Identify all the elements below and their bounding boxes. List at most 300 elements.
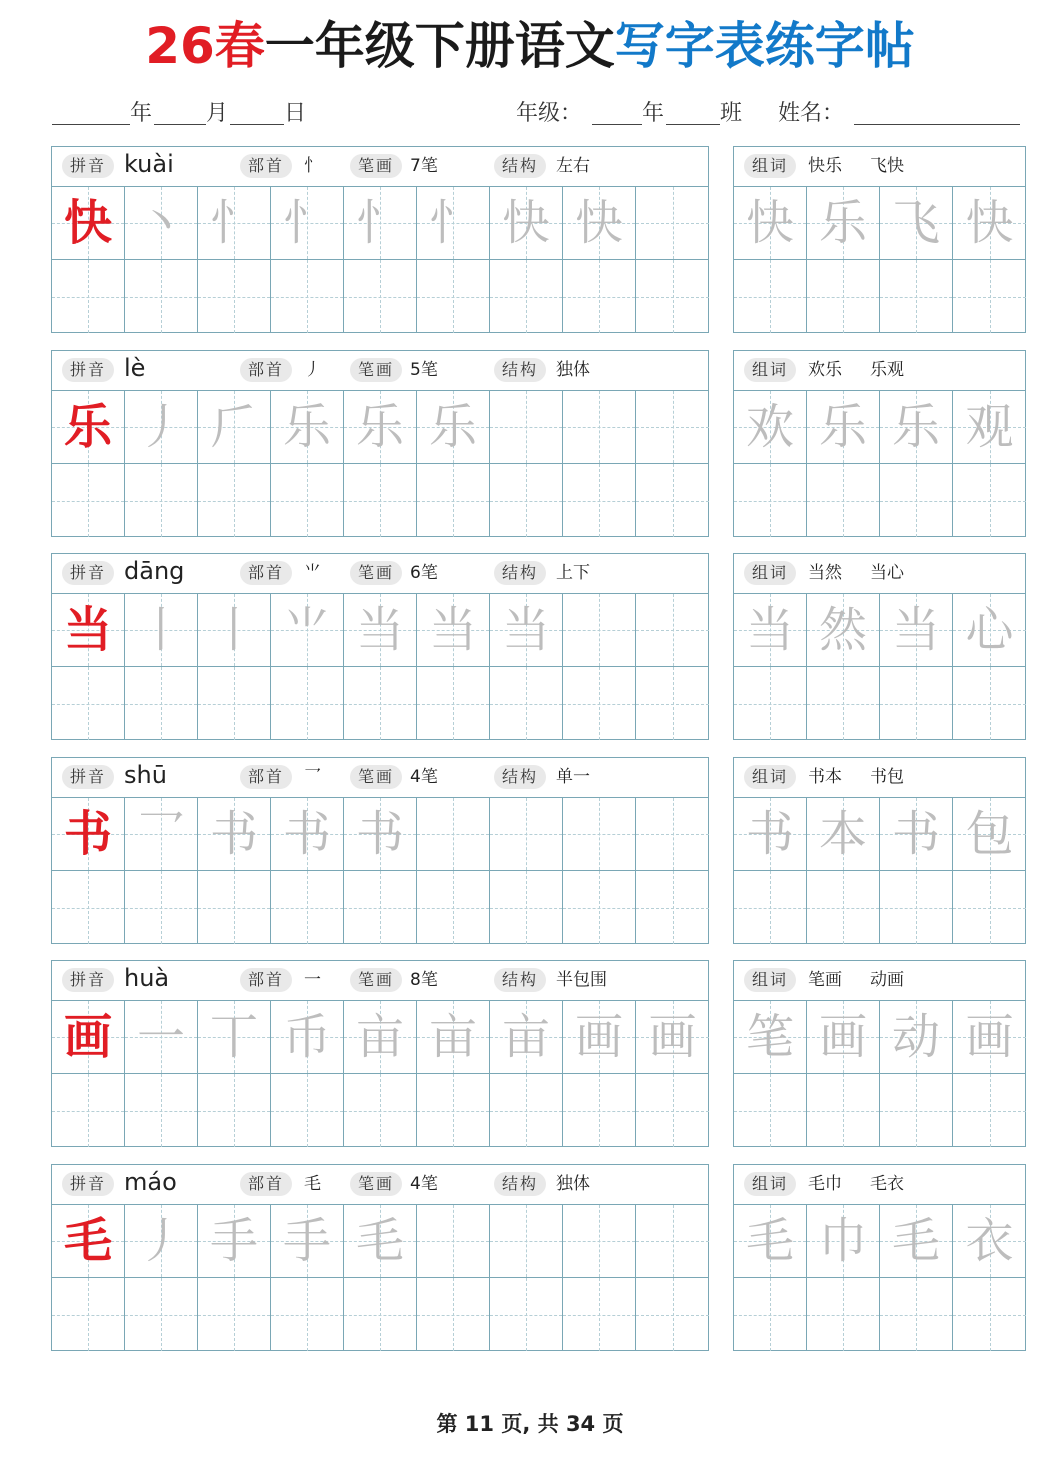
- guide-line-vertical: [453, 798, 454, 870]
- words-tag: 组词: [744, 561, 796, 585]
- grid-cell[interactable]: [52, 464, 125, 537]
- grid-cell[interactable]: [198, 1001, 271, 1074]
- word-trace-character: 衣: [965, 1213, 1014, 1269]
- panel-header: [734, 961, 1025, 1001]
- grid-cell[interactable]: [563, 391, 636, 464]
- grid-cell[interactable]: [198, 1205, 271, 1278]
- panel-header: [52, 1165, 708, 1205]
- grid-cell[interactable]: [563, 260, 636, 333]
- grid-cell[interactable]: [807, 1001, 880, 1074]
- guide-line-vertical: [234, 1278, 235, 1351]
- stroke-order-character: 丿: [136, 1213, 185, 1269]
- guide-line-vertical: [526, 464, 527, 537]
- grid-cell[interactable]: [271, 871, 344, 944]
- grid-cell[interactable]: [344, 187, 417, 260]
- word-2: 飞快: [870, 156, 904, 176]
- panel-header: [52, 554, 708, 594]
- grid-cell[interactable]: [490, 260, 563, 333]
- grid-cell[interactable]: [636, 187, 709, 260]
- pinyin-tag: 拼音: [62, 968, 114, 992]
- grid-cell[interactable]: [734, 391, 807, 464]
- model-character: 毛: [63, 1213, 112, 1269]
- grid-cell[interactable]: [52, 1001, 125, 1074]
- grid-cell[interactable]: [344, 798, 417, 871]
- grid-cell[interactable]: [807, 594, 880, 667]
- structure-tag: 结构: [494, 1172, 546, 1196]
- grid-cell[interactable]: [52, 667, 125, 740]
- grid-cell[interactable]: [734, 1001, 807, 1074]
- word-trace-character: 快: [745, 195, 794, 251]
- word-trace-character: 乐: [891, 399, 940, 455]
- guide-line-vertical: [161, 1074, 162, 1147]
- guide-line-vertical: [599, 798, 600, 870]
- grid-cell[interactable]: [953, 464, 1026, 537]
- grid-cell[interactable]: [417, 1278, 490, 1351]
- grid-cell[interactable]: [734, 187, 807, 260]
- stroke-order-character: 书: [355, 806, 404, 862]
- grid-cell[interactable]: [198, 1278, 271, 1351]
- panel-header: [52, 351, 708, 391]
- grid-cell[interactable]: [417, 1205, 490, 1278]
- grid-cell[interactable]: [563, 187, 636, 260]
- structure-value: 半包围: [556, 970, 607, 990]
- pinyin-value: lè: [124, 354, 146, 382]
- guide-line-vertical: [453, 1205, 454, 1277]
- grid-cell[interactable]: [490, 391, 563, 464]
- grid-cell[interactable]: [344, 391, 417, 464]
- grid-cell[interactable]: [271, 1205, 344, 1278]
- grid-cell[interactable]: [953, 798, 1026, 871]
- practice-panel: [51, 146, 709, 333]
- panel-header: [52, 147, 708, 187]
- grid-cell[interactable]: [636, 464, 709, 537]
- grid-cell[interactable]: [271, 260, 344, 333]
- grid-cell[interactable]: [490, 1074, 563, 1147]
- grid-cell[interactable]: [953, 1001, 1026, 1074]
- grid-cell[interactable]: [417, 667, 490, 740]
- word-trace-character: 包: [965, 806, 1014, 862]
- grid-cell[interactable]: [490, 798, 563, 871]
- stroke-order-character: 忄: [282, 195, 331, 251]
- radical-value: ⺌: [304, 563, 321, 583]
- guide-line-vertical: [916, 871, 917, 944]
- stroke-order-character: ⺌: [282, 602, 331, 658]
- grid-cell[interactable]: [636, 260, 709, 333]
- guide-line-vertical: [88, 667, 89, 740]
- word-1: 欢乐: [808, 360, 842, 380]
- guide-line-vertical: [526, 391, 527, 463]
- pinyin-tag: 拼音: [62, 765, 114, 789]
- grid-cell[interactable]: [417, 1001, 490, 1074]
- guide-line-vertical: [673, 871, 674, 944]
- grid-cell[interactable]: [271, 391, 344, 464]
- word-trace-character: 巾: [818, 1213, 867, 1269]
- grid-cell[interactable]: [563, 871, 636, 944]
- grid-cell[interactable]: [734, 594, 807, 667]
- grid-cell[interactable]: [344, 871, 417, 944]
- grid-cell[interactable]: [52, 391, 125, 464]
- guide-line-vertical: [843, 1278, 844, 1351]
- grid-cell[interactable]: [344, 1074, 417, 1147]
- stroke-order-character: 乐: [282, 399, 331, 455]
- day-label: 日: [284, 101, 307, 126]
- grid-cell[interactable]: [880, 187, 953, 260]
- radical-tag: 部首: [240, 561, 292, 585]
- words-panel: [733, 960, 1026, 1147]
- guide-line-vertical: [843, 464, 844, 537]
- guide-line-vertical: [916, 1074, 917, 1147]
- grid-cell[interactable]: [344, 667, 417, 740]
- grid-cell[interactable]: [953, 187, 1026, 260]
- stroke-order-character: 画: [648, 1009, 697, 1065]
- guide-line-vertical: [990, 260, 991, 333]
- grid-cell[interactable]: [953, 1278, 1026, 1351]
- word-trace-character: 画: [818, 1009, 867, 1065]
- word-trace-character: 画: [965, 1009, 1014, 1065]
- grid-cell[interactable]: [417, 464, 490, 537]
- grid-cell[interactable]: [52, 594, 125, 667]
- guide-line-vertical: [88, 871, 89, 944]
- grid-cell[interactable]: [344, 1205, 417, 1278]
- grid-cell[interactable]: [807, 1074, 880, 1147]
- month-label: 月: [206, 101, 229, 126]
- guide-line-vertical: [599, 464, 600, 537]
- grid-cell[interactable]: [636, 1205, 709, 1278]
- panel-header: [734, 147, 1025, 187]
- structure-value: 单一: [556, 767, 590, 787]
- date-row: [0, 94, 1060, 130]
- grid-cell[interactable]: [563, 667, 636, 740]
- grid-cell[interactable]: [417, 871, 490, 944]
- page-footer: 第 11 页, 共 34 页: [436, 1412, 624, 1436]
- guide-line-vertical: [526, 798, 527, 870]
- guide-line-vertical: [307, 667, 308, 740]
- stroke-order-character: 快: [574, 195, 623, 251]
- pinyin-tag: 拼音: [62, 561, 114, 585]
- grid-cell[interactable]: [271, 187, 344, 260]
- structure-tag: 结构: [494, 358, 546, 382]
- grid-cell[interactable]: [344, 1001, 417, 1074]
- words-panel: [733, 350, 1026, 537]
- guide-line-vertical: [673, 594, 674, 666]
- grid-cell[interactable]: [807, 187, 880, 260]
- grid-cell[interactable]: [125, 798, 198, 871]
- grid-cell[interactable]: [417, 1074, 490, 1147]
- grid-cell[interactable]: [880, 594, 953, 667]
- guide-line-vertical: [234, 260, 235, 333]
- pinyin-value: máo: [124, 1168, 177, 1196]
- grid-cell[interactable]: [271, 594, 344, 667]
- grid-cell[interactable]: [807, 667, 880, 740]
- grid-cell[interactable]: [52, 187, 125, 260]
- word-2: 动画: [870, 970, 904, 990]
- stroke-order-character: 一: [136, 1009, 185, 1065]
- grid-cell[interactable]: [198, 1074, 271, 1147]
- strokes-tag: 笔画: [350, 561, 402, 585]
- guide-line-vertical: [234, 1074, 235, 1147]
- stroke-count-value: 8笔: [410, 970, 438, 990]
- grid-cell[interactable]: [563, 1074, 636, 1147]
- word-trace-character: 书: [891, 806, 940, 862]
- guide-line-vertical: [990, 464, 991, 537]
- stroke-order-character: 快: [501, 195, 550, 251]
- grid-cell[interactable]: [198, 464, 271, 537]
- stroke-order-character: 忄: [428, 195, 477, 251]
- grid-cell[interactable]: [734, 667, 807, 740]
- guide-line-vertical: [770, 1074, 771, 1147]
- practice-panel: [51, 350, 709, 537]
- grid-cell[interactable]: [271, 1001, 344, 1074]
- grid-cell[interactable]: [417, 391, 490, 464]
- grid-cell[interactable]: [125, 464, 198, 537]
- guide-line-vertical: [526, 667, 527, 740]
- grid-cell[interactable]: [636, 1001, 709, 1074]
- grid-cell[interactable]: [636, 391, 709, 464]
- grid-cell[interactable]: [953, 1074, 1026, 1147]
- grid-cell[interactable]: [271, 1074, 344, 1147]
- stroke-order-character: 𠂆: [209, 399, 258, 455]
- grid-cell[interactable]: [563, 1278, 636, 1351]
- year-blank[interactable]: [52, 124, 130, 125]
- radical-value: 毛: [304, 1174, 321, 1194]
- stroke-order-character: 书: [282, 806, 331, 862]
- words-panel: [733, 553, 1026, 740]
- grid-cell[interactable]: [125, 187, 198, 260]
- grid-cell[interactable]: [125, 391, 198, 464]
- grid-cell[interactable]: [734, 464, 807, 537]
- grid-cell[interactable]: [880, 798, 953, 871]
- grid-cell[interactable]: [125, 594, 198, 667]
- grid-cell[interactable]: [563, 798, 636, 871]
- guide-line-vertical: [161, 667, 162, 740]
- grade-class-blank[interactable]: [666, 124, 720, 125]
- grid-cell[interactable]: [636, 871, 709, 944]
- radical-tag: 部首: [240, 154, 292, 178]
- name-blank[interactable]: [854, 124, 1020, 125]
- grid-cell[interactable]: [563, 1001, 636, 1074]
- grid-cell[interactable]: [563, 594, 636, 667]
- grid-cell[interactable]: [734, 1074, 807, 1147]
- grade-label: 年级：: [516, 101, 583, 126]
- grid-cell[interactable]: [490, 1205, 563, 1278]
- grid-cell[interactable]: [880, 1205, 953, 1278]
- panel-header: [734, 351, 1025, 391]
- grid-cell[interactable]: [198, 391, 271, 464]
- guide-line-vertical: [380, 464, 381, 537]
- grid-cell[interactable]: [953, 594, 1026, 667]
- stroke-order-character: 手: [209, 1213, 258, 1269]
- grid-cell[interactable]: [52, 1205, 125, 1278]
- grid-cell[interactable]: [271, 1278, 344, 1351]
- grid-cell[interactable]: [490, 1001, 563, 1074]
- pinyin-value: dāng: [124, 557, 185, 585]
- grid-cell[interactable]: [880, 260, 953, 333]
- grid-cell[interactable]: [417, 594, 490, 667]
- pinyin-value: shū: [124, 761, 167, 789]
- practice-panel: [51, 1164, 709, 1351]
- grid-cell[interactable]: [344, 260, 417, 333]
- grid-cell[interactable]: [125, 1205, 198, 1278]
- word-trace-character: 毛: [745, 1213, 794, 1269]
- grid-cell[interactable]: [198, 260, 271, 333]
- guide-line-vertical: [916, 1278, 917, 1351]
- grid-cell[interactable]: [271, 798, 344, 871]
- word-trace-character: 毛: [891, 1213, 940, 1269]
- guide-line-vertical: [599, 391, 600, 463]
- grid-cell[interactable]: [563, 464, 636, 537]
- word-trace-character: 笔: [745, 1009, 794, 1065]
- word-1: 快乐: [808, 156, 842, 176]
- grid-cell[interactable]: [807, 871, 880, 944]
- grid-cell[interactable]: [417, 187, 490, 260]
- grid-cell[interactable]: [807, 260, 880, 333]
- structure-value: 独体: [556, 1174, 590, 1194]
- guide-line-vertical: [453, 1074, 454, 1147]
- grid-cell[interactable]: [490, 594, 563, 667]
- word-1: 当然: [808, 563, 842, 583]
- grid-cell[interactable]: [636, 798, 709, 871]
- grid-cell[interactable]: [636, 1074, 709, 1147]
- stroke-order-character: 丨: [136, 602, 185, 658]
- guide-line-vertical: [161, 464, 162, 537]
- grid-cell[interactable]: [52, 260, 125, 333]
- guide-line-vertical: [916, 667, 917, 740]
- grid-cell[interactable]: [125, 260, 198, 333]
- guide-line-vertical: [453, 871, 454, 944]
- grid-cell[interactable]: [198, 871, 271, 944]
- guide-line-vertical: [453, 464, 454, 537]
- grid-cell[interactable]: [880, 391, 953, 464]
- grid-cell[interactable]: [807, 464, 880, 537]
- panel-header: [52, 758, 708, 798]
- grid-cell[interactable]: [417, 260, 490, 333]
- grid-cell[interactable]: [198, 667, 271, 740]
- grid-cell[interactable]: [636, 1278, 709, 1351]
- word-trace-character: 欢: [745, 399, 794, 455]
- grid-cell[interactable]: [953, 391, 1026, 464]
- word-2: 毛衣: [870, 1174, 904, 1194]
- grade-year-blank[interactable]: [592, 124, 642, 125]
- grid-cell[interactable]: [807, 798, 880, 871]
- word-trace-character: 动: [891, 1009, 940, 1065]
- grid-cell[interactable]: [344, 464, 417, 537]
- title-suffix: 写字表练字帖: [614, 17, 915, 75]
- guide-line-vertical: [990, 871, 991, 944]
- word-trace-character: 飞: [891, 195, 940, 251]
- title-prefix: 26春: [145, 17, 265, 75]
- words-panel: [733, 146, 1026, 333]
- grid-cell[interactable]: [953, 1205, 1026, 1278]
- month-blank[interactable]: [154, 124, 206, 125]
- grid-cell[interactable]: [125, 1001, 198, 1074]
- structure-tag: 结构: [494, 154, 546, 178]
- stroke-order-character: 忄: [355, 195, 404, 251]
- grid-cell[interactable]: [880, 871, 953, 944]
- grid-cell[interactable]: [734, 798, 807, 871]
- grid-cell[interactable]: [125, 871, 198, 944]
- model-character: 乐: [63, 399, 112, 455]
- grid-cell[interactable]: [636, 594, 709, 667]
- grid-cell[interactable]: [563, 1205, 636, 1278]
- grid-cell[interactable]: [807, 391, 880, 464]
- grid-cell[interactable]: [807, 1205, 880, 1278]
- guide-line-vertical: [161, 871, 162, 944]
- strokes-tag: 笔画: [350, 1172, 402, 1196]
- grid-cell[interactable]: [198, 594, 271, 667]
- strokes-tag: 笔画: [350, 154, 402, 178]
- words-tag: 组词: [744, 154, 796, 178]
- guide-line-vertical: [380, 260, 381, 333]
- grid-cell[interactable]: [198, 187, 271, 260]
- structure-tag: 结构: [494, 765, 546, 789]
- structure-value: 上下: [556, 563, 590, 583]
- grid-cell[interactable]: [271, 464, 344, 537]
- guide-line-vertical: [526, 1205, 527, 1277]
- grid-cell[interactable]: [271, 667, 344, 740]
- guide-line-vertical: [673, 1278, 674, 1351]
- grid-cell[interactable]: [125, 667, 198, 740]
- grid-cell[interactable]: [953, 667, 1026, 740]
- radical-tag: 部首: [240, 968, 292, 992]
- guide-line-vertical: [599, 260, 600, 333]
- grid-cell[interactable]: [490, 187, 563, 260]
- grid-cell[interactable]: [734, 871, 807, 944]
- word-trace-character: 乐: [818, 399, 867, 455]
- guide-line-vertical: [770, 667, 771, 740]
- day-blank[interactable]: [230, 124, 284, 125]
- grid-cell[interactable]: [880, 667, 953, 740]
- grid-cell[interactable]: [490, 667, 563, 740]
- practice-panel: [51, 960, 709, 1147]
- grid-cell[interactable]: [953, 871, 1026, 944]
- grid-cell[interactable]: [880, 464, 953, 537]
- grid-cell[interactable]: [52, 1278, 125, 1351]
- grid-cell[interactable]: [52, 871, 125, 944]
- grid-cell[interactable]: [490, 464, 563, 537]
- grid-cell[interactable]: [125, 1278, 198, 1351]
- panel-header: [734, 1165, 1025, 1205]
- grid-cell[interactable]: [52, 1074, 125, 1147]
- grade-class-label: 班: [720, 101, 743, 126]
- guide-line-vertical: [88, 464, 89, 537]
- pinyin-tag: 拼音: [62, 358, 114, 382]
- grid-cell[interactable]: [490, 871, 563, 944]
- guide-line-vertical: [307, 1278, 308, 1351]
- grid-cell[interactable]: [734, 1278, 807, 1351]
- grid-cell[interactable]: [198, 798, 271, 871]
- grid-cell[interactable]: [125, 1074, 198, 1147]
- grid-cell[interactable]: [880, 1001, 953, 1074]
- grid-cell[interactable]: [807, 1278, 880, 1351]
- grid-cell[interactable]: [636, 667, 709, 740]
- guide-line-vertical: [307, 1074, 308, 1147]
- structure-value: 独体: [556, 360, 590, 380]
- grid-cell[interactable]: [734, 1205, 807, 1278]
- guide-line-vertical: [380, 871, 381, 944]
- grid-cell[interactable]: [52, 798, 125, 871]
- grid-cell[interactable]: [734, 260, 807, 333]
- grid-cell[interactable]: [417, 798, 490, 871]
- panel-header: [734, 554, 1025, 594]
- grid-cell[interactable]: [953, 260, 1026, 333]
- grid-cell[interactable]: [344, 1278, 417, 1351]
- grid-cell[interactable]: [880, 1278, 953, 1351]
- grid-cell[interactable]: [880, 1074, 953, 1147]
- grid-cell[interactable]: [490, 1278, 563, 1351]
- word-trace-character: 当: [745, 602, 794, 658]
- stroke-order-character: 当: [428, 602, 477, 658]
- grid-cell[interactable]: [344, 594, 417, 667]
